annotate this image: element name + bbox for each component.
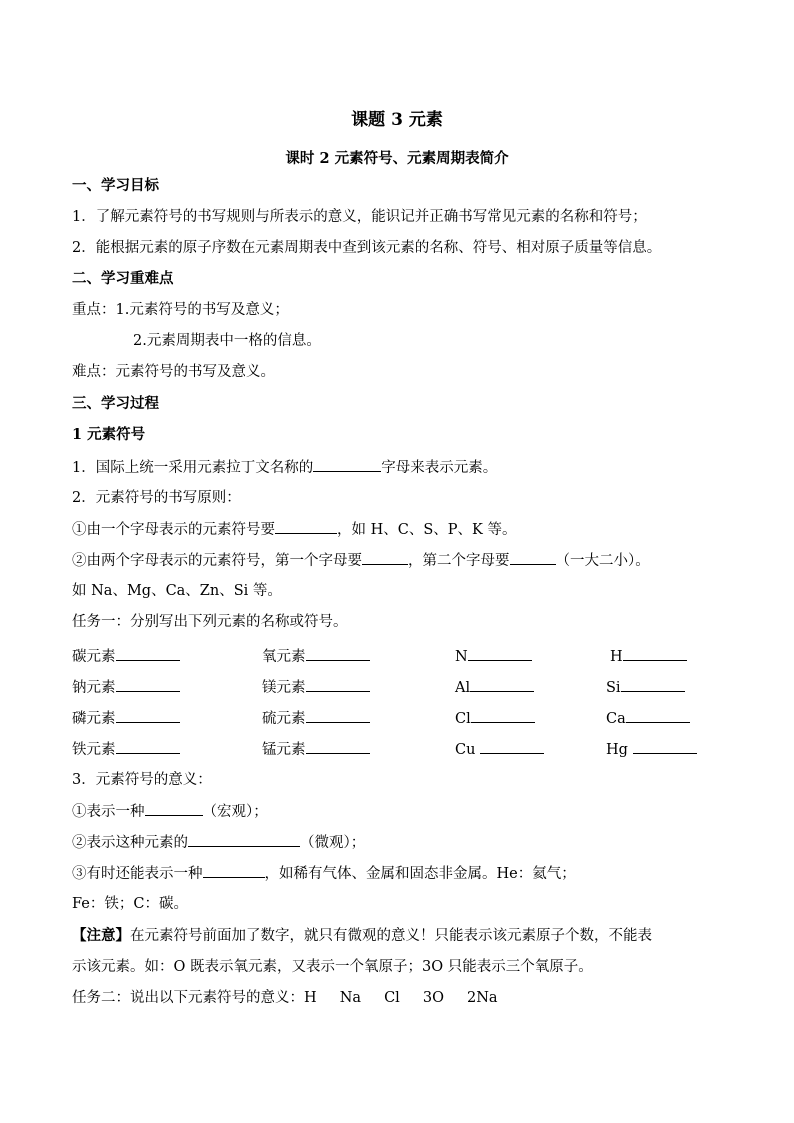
grid-label: 碳元素	[72, 649, 116, 665]
meaning-1-text-post: （宏观）；	[202, 804, 268, 820]
grid-cell	[262, 646, 370, 667]
grid-label: Ca	[606, 711, 626, 727]
blank-field[interactable]	[145, 801, 203, 816]
grid-cell	[72, 739, 180, 760]
note-paragraph	[72, 926, 652, 946]
meaning-3-text-post: ，如稀有气体、金属和固态非金属。He：氦气；	[264, 866, 576, 882]
blank-field[interactable]	[116, 708, 180, 723]
rule-1-text-pre: ①由一个字母表示的元素符号要	[72, 522, 275, 538]
grid-cell	[72, 646, 180, 667]
grid-cell	[262, 739, 370, 760]
blank-field[interactable]	[633, 739, 697, 754]
grid-label: 镁元素	[262, 680, 306, 696]
blank-field[interactable]	[188, 832, 300, 847]
grid-cell	[72, 708, 180, 729]
blank-field[interactable]	[510, 550, 556, 565]
objective-item-1: 1．了解元素符号的书写规则与所表示的意义，能识记并正确书写常见元素的名称和符号；	[72, 209, 647, 225]
lesson-title: 课题 3 元素	[351, 110, 443, 130]
grid-label: Al	[455, 680, 471, 696]
meaning-2	[72, 832, 365, 853]
blank-field[interactable]	[116, 739, 180, 754]
grid-label: 氧元素	[262, 649, 306, 665]
grid-label: 铁元素	[72, 742, 116, 758]
blank-field[interactable]	[362, 550, 408, 565]
rule-2-text-mid: ，第二个字母要	[408, 553, 510, 569]
grid-label: 磷元素	[72, 711, 116, 727]
section-heading-process: 三、学习过程	[72, 395, 159, 412]
key-point-1: 重点：1.元素符号的书写及意义；	[72, 302, 289, 318]
blank-field[interactable]	[306, 677, 370, 692]
meaning-2-text-post: （微观）；	[300, 835, 366, 851]
blank-field[interactable]	[306, 708, 370, 723]
blank-field[interactable]	[275, 519, 337, 534]
grid-cell	[262, 677, 370, 698]
meaning-3	[72, 863, 576, 884]
difficult-point: 难点：元素符号的书写及意义。	[72, 364, 275, 380]
section-heading-key-points: 二、学习重难点	[72, 270, 174, 287]
blank-field[interactable]	[468, 646, 532, 661]
lesson-subtitle: 课时 2 元素符号、元素周期表简介	[285, 150, 509, 167]
grid-label: Hg	[606, 742, 628, 758]
blank-field[interactable]	[306, 739, 370, 754]
blank-field[interactable]	[470, 677, 534, 692]
grid-cell	[262, 708, 370, 729]
question-2: 2．元素符号的书写原则：	[72, 490, 241, 506]
rule-1-text-post: ，如 H、C、S、P、K 等。	[337, 522, 517, 538]
task-2-instruction: 任务二：说出以下元素符号的意义：H Na Cl 3O 2Na	[72, 990, 498, 1006]
meaning-3-text-pre: ③有时还能表示一种	[72, 866, 203, 882]
grid-label: 钠元素	[72, 680, 116, 696]
blank-field[interactable]	[623, 646, 687, 661]
grid-label: N	[455, 649, 468, 665]
note-continued: 示该元素。如：O 既表示氧元素，又表示一个氧原子；3O 只能表示三个氧原子。	[72, 959, 593, 975]
blank-field[interactable]	[313, 457, 381, 472]
key-point-2: 2.元素周期表中一格的信息。	[133, 333, 321, 349]
grid-label: Si	[606, 680, 621, 696]
meaning-2-text-pre: ②表示这种元素的	[72, 835, 188, 851]
rule-2-text-pre: ②由两个字母表示的元素符号，第一个字母要	[72, 553, 362, 569]
blank-field[interactable]	[626, 708, 690, 723]
meaning-1-text-pre: ①表示一种	[72, 804, 145, 820]
objective-item-2: 2．能根据元素的原子序数在元素周期表中查到该元素的名称、符号、相对原子质量等信息。	[72, 240, 662, 256]
grid-cell	[606, 677, 685, 698]
grid-cell	[455, 739, 544, 760]
grid-label: H	[610, 649, 623, 665]
rule-1	[72, 519, 516, 540]
question-1	[72, 457, 497, 478]
grid-cell	[610, 646, 687, 667]
grid-cell	[455, 677, 534, 698]
note-mark: 【注意】	[72, 927, 130, 944]
task-1-instruction: 任务一：分别写出下列元素的名称或符号。	[72, 614, 348, 630]
subsection-heading-symbols: 1 元素符号	[72, 426, 146, 443]
rule-2-text-post: （一大二小）。	[555, 553, 650, 569]
note-text: 在元素符号前面加了数字，就只有微观的意义！只能表示该元素原子个数，不能表	[130, 928, 652, 944]
blank-field[interactable]	[116, 677, 180, 692]
blank-field[interactable]	[203, 863, 265, 878]
grid-cell	[606, 708, 690, 729]
grid-label: Cu	[455, 742, 476, 758]
grid-cell	[455, 646, 532, 667]
meaning-3-continued: Fe：铁；C：碳。	[72, 896, 188, 912]
blank-field[interactable]	[621, 677, 685, 692]
rule-2-examples: 如 Na、Mg、Ca、Zn、Si 等。	[72, 583, 282, 599]
question-1-text-pre: 1．国际上统一采用元素拉丁文名称的	[72, 460, 314, 476]
grid-cell	[606, 739, 697, 760]
question-3: 3．元素符号的意义：	[72, 772, 212, 788]
meaning-1	[72, 801, 268, 822]
grid-cell	[72, 677, 180, 698]
blank-field[interactable]	[306, 646, 370, 661]
grid-label: Cl	[455, 711, 471, 727]
grid-label: 锰元素	[262, 742, 306, 758]
blank-field[interactable]	[116, 646, 180, 661]
question-1-text-post: 字母来表示元素。	[381, 460, 498, 476]
grid-cell	[455, 708, 535, 729]
section-heading-objectives: 一、学习目标	[72, 177, 159, 194]
grid-label: 硫元素	[262, 711, 306, 727]
blank-field[interactable]	[480, 739, 544, 754]
rule-2	[72, 550, 650, 571]
blank-field[interactable]	[471, 708, 535, 723]
